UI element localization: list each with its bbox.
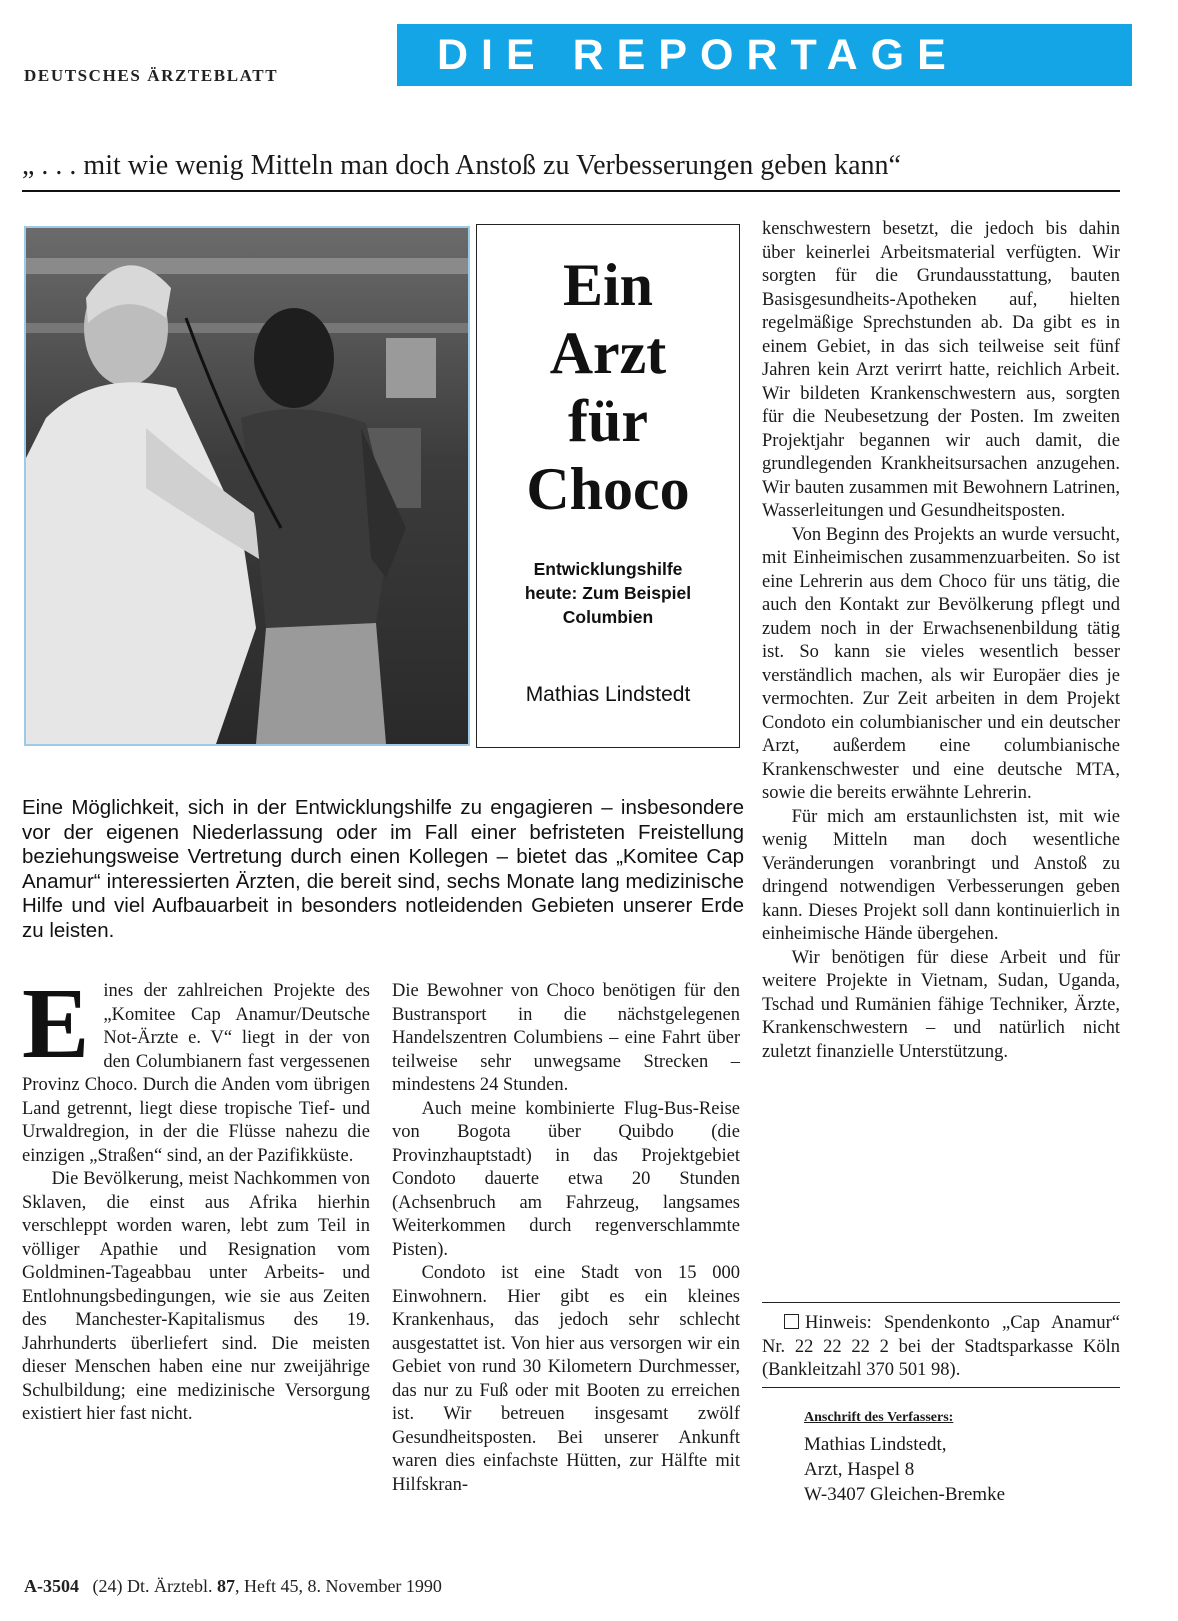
address-line: W-3407 Gleichen-Bremke	[804, 1484, 1006, 1505]
body-paragraph: ines der zahlreichen Projekte des „Komitee Cap Anamur/Deutsche Not-Ärzte e. V“ liegt in der von den Columbianern fast vergessenen Provinz Choco. Durch die Anden vom übrigen Land getrennt, liegt diese tropische Tief- und Urwaldregion, in der die Flüsse nahezu die einzigen „Straßen“ sind, an der Pazifikküste.	[22, 981, 370, 1166]
author-byline: Mathias Lindstedt	[525, 683, 691, 706]
address-line: Mathias Lindstedt,	[804, 1434, 947, 1455]
checkbox-square-icon	[784, 1314, 799, 1329]
body-paragraph: kenschwestern besetzt, die jedoch bis dahin über keinerlei Arbeitsmaterial verfügten. Wir sorgten für die Grundausstattung, bauten Basisgesundheits-Apotheken auf, hielten regelmäßige Sprechstunden ab. Da gibt es in einem Gebiet, in das sich teilweise seit fünf Jahren kein Arzt verirrt hatte, reichlich Arbeit. Wir bildeten Krankenschwestern aus, sorgten für die Neubesetzung der Posten. Im zweiten Projektjahr begannen wir auch damit, die grundlegenden Krankheitsursachen anzugehen. Wir bauten zusammen mit Bewohnern Latrinen, Wasserleitungen und Gesundheitsposten.	[762, 219, 1120, 521]
publication-name: DEUTSCHES ÄRZTEBLATT	[24, 66, 279, 85]
doctor-patient-photo	[26, 228, 468, 744]
title-box	[476, 224, 740, 748]
body-paragraph: Die Bewohner von Choco benötigen für den Bustransport in die nächstgelegenen Handelszentren Columbiens – eine Fahrt über teilweise sehr unwegsame Strecken – mindestens 24 Stunden.	[392, 981, 740, 1095]
page-footer	[24, 1576, 442, 1597]
body-paragraph: Die Bevölkerung, meist Nachkommen von Sklaven, die einst aus Afrika hierhin verschleppt worden waren, lebt zum Teil in völliger Apathie und Resignation vom Goldminen-Tageabbau unter Arbeits- und Entlohnungsbedingungen, wie sie aus Zeiten des Manchester-Kapitalismus des 19. Jahrhunderts überliefert sind. Die meisten dieser Menschen haben eine nur zweijährige Schulbildung; eine medizinische Versorgung existiert hier fast nicht.	[22, 1169, 370, 1424]
body-paragraph: Wir benötigen für diese Arbeit und für weitere Projekte in Vietnam, Sudan, Uganda, Tschad und Rumänien fähige Techniker, Ärzte, Krankenschwestern – und natürlich nicht zuletzt finanzielle Unterstützung.	[762, 947, 1120, 1062]
title-line: Choco	[526, 456, 690, 522]
page-number: A-3504	[24, 1576, 79, 1596]
citation-prefix: (24) Dt. Ärztebl.	[92, 1576, 213, 1596]
author-address	[804, 1432, 1005, 1507]
body-column-2	[392, 980, 740, 1497]
kicker-quote: „ . . . mit wie wenig Mitteln man doch Anstoß zu Verbesserungen geben kann“	[22, 148, 1120, 192]
hint-divider	[762, 1302, 1120, 1303]
article-title	[477, 251, 739, 523]
drop-cap: E	[22, 967, 90, 1079]
title-line: Arzt	[549, 320, 667, 386]
citation-suffix: , Heft 45, 8. November 1990	[234, 1576, 442, 1596]
body-column-3	[762, 218, 1120, 1064]
lead-paragraph: Eine Möglichkeit, sich in der Entwicklungshilfe zu engagieren – insbesondere vor der eigenen Niederlassung oder im Fall einer befristeten Freistellung beziehungsweise Vertretung durch einen Kollegen – bietet das „Komitee Cap Anamur“ interessierten Ärzten, die bereit sind, sechs Monate lang medizinische Hilfe und viel Aufbauarbeit in besonders notleidenden Gebieten unserer Erde zu leisten.	[22, 796, 744, 942]
donation-hint	[762, 1312, 1120, 1388]
body-paragraph: Für mich am erstaunlichsten ist, mit wie wenig Mitteln man doch wesentliche Veränderungen voranbringt und Anstoß zu dringend notwendigen Verbesserungen geben kann. Dieses Projekt soll dann kontinuierlich in einheimische Hände übergehen.	[762, 806, 1120, 944]
subtitle-line: Columbien	[562, 607, 654, 627]
article-subtitle	[477, 557, 739, 629]
section-banner: DIE REPORTAGE	[397, 24, 1132, 86]
volume-number: 87	[216, 1576, 235, 1596]
article-photo	[24, 226, 470, 746]
title-line: Ein	[562, 252, 654, 318]
body-paragraph: Auch meine kombinierte Flug-Bus-Reise von Bogota über Quibdo (die Provinzhauptstadt) in das Projektgebiet Condoto dauerte etwa 20 Stunden (Achsenbruch am Fahrzeug, langsames Weiterkommen durch regenverschlammte Pisten).	[392, 1098, 740, 1260]
subtitle-line: heute: Zum Beispiel	[524, 583, 692, 603]
address-label: Anschrift des Verfassers:	[804, 1410, 954, 1425]
body-paragraph: Condoto ist eine Stadt von 15 000 Einwohnern. Hier gibt es ein kleines Krankenhaus, das jedoch sehr schlecht ausgestattet ist. Von hier aus versorgen wir ein Gebiet von rund 30 Kilometern Durchmesser, das nur zu Fuß oder mit Booten zu erreichen ist. Wir betreuen insgesamt zwölf Gesundheitsposten. Bei unserer Ankunft waren dies einfachste Hütten, zur Hälfte mit Hilfskran-	[392, 1263, 740, 1495]
body-column-1	[22, 967, 370, 1427]
hint-text: Hinweis: Spendenkonto „Cap Anamur“ Nr. 22 22 22 2 bei der Stadtsparkasse Köln (Bankleitzahl 370 501 98).	[762, 1313, 1120, 1380]
title-line: für	[568, 388, 648, 454]
address-line: Arzt, Haspel 8	[804, 1459, 915, 1480]
subtitle-line: Entwicklungshilfe	[533, 559, 683, 579]
body-paragraph: Von Beginn des Projekts an wurde versucht, mit Einheimischen zusammenzuarbeiten. So ist eine Lehrerin aus dem Choco für uns tätig, die auch den Kontakt zur Bevölkerung pflegt und zudem noch in der Erwachsenenbildung tätig ist. So kann sie vieles wesentlich besser verständlich machen, als wir Europäer dies je vermochten. Zur Zeit arbeiten in dem Projekt Condoto ein columbianischer und ein deutscher Arzt, außerdem eine columbianische Krankenschwester und eine deutsche MTA, sowie die bereits erwähnte Lehrerin.	[762, 524, 1120, 803]
